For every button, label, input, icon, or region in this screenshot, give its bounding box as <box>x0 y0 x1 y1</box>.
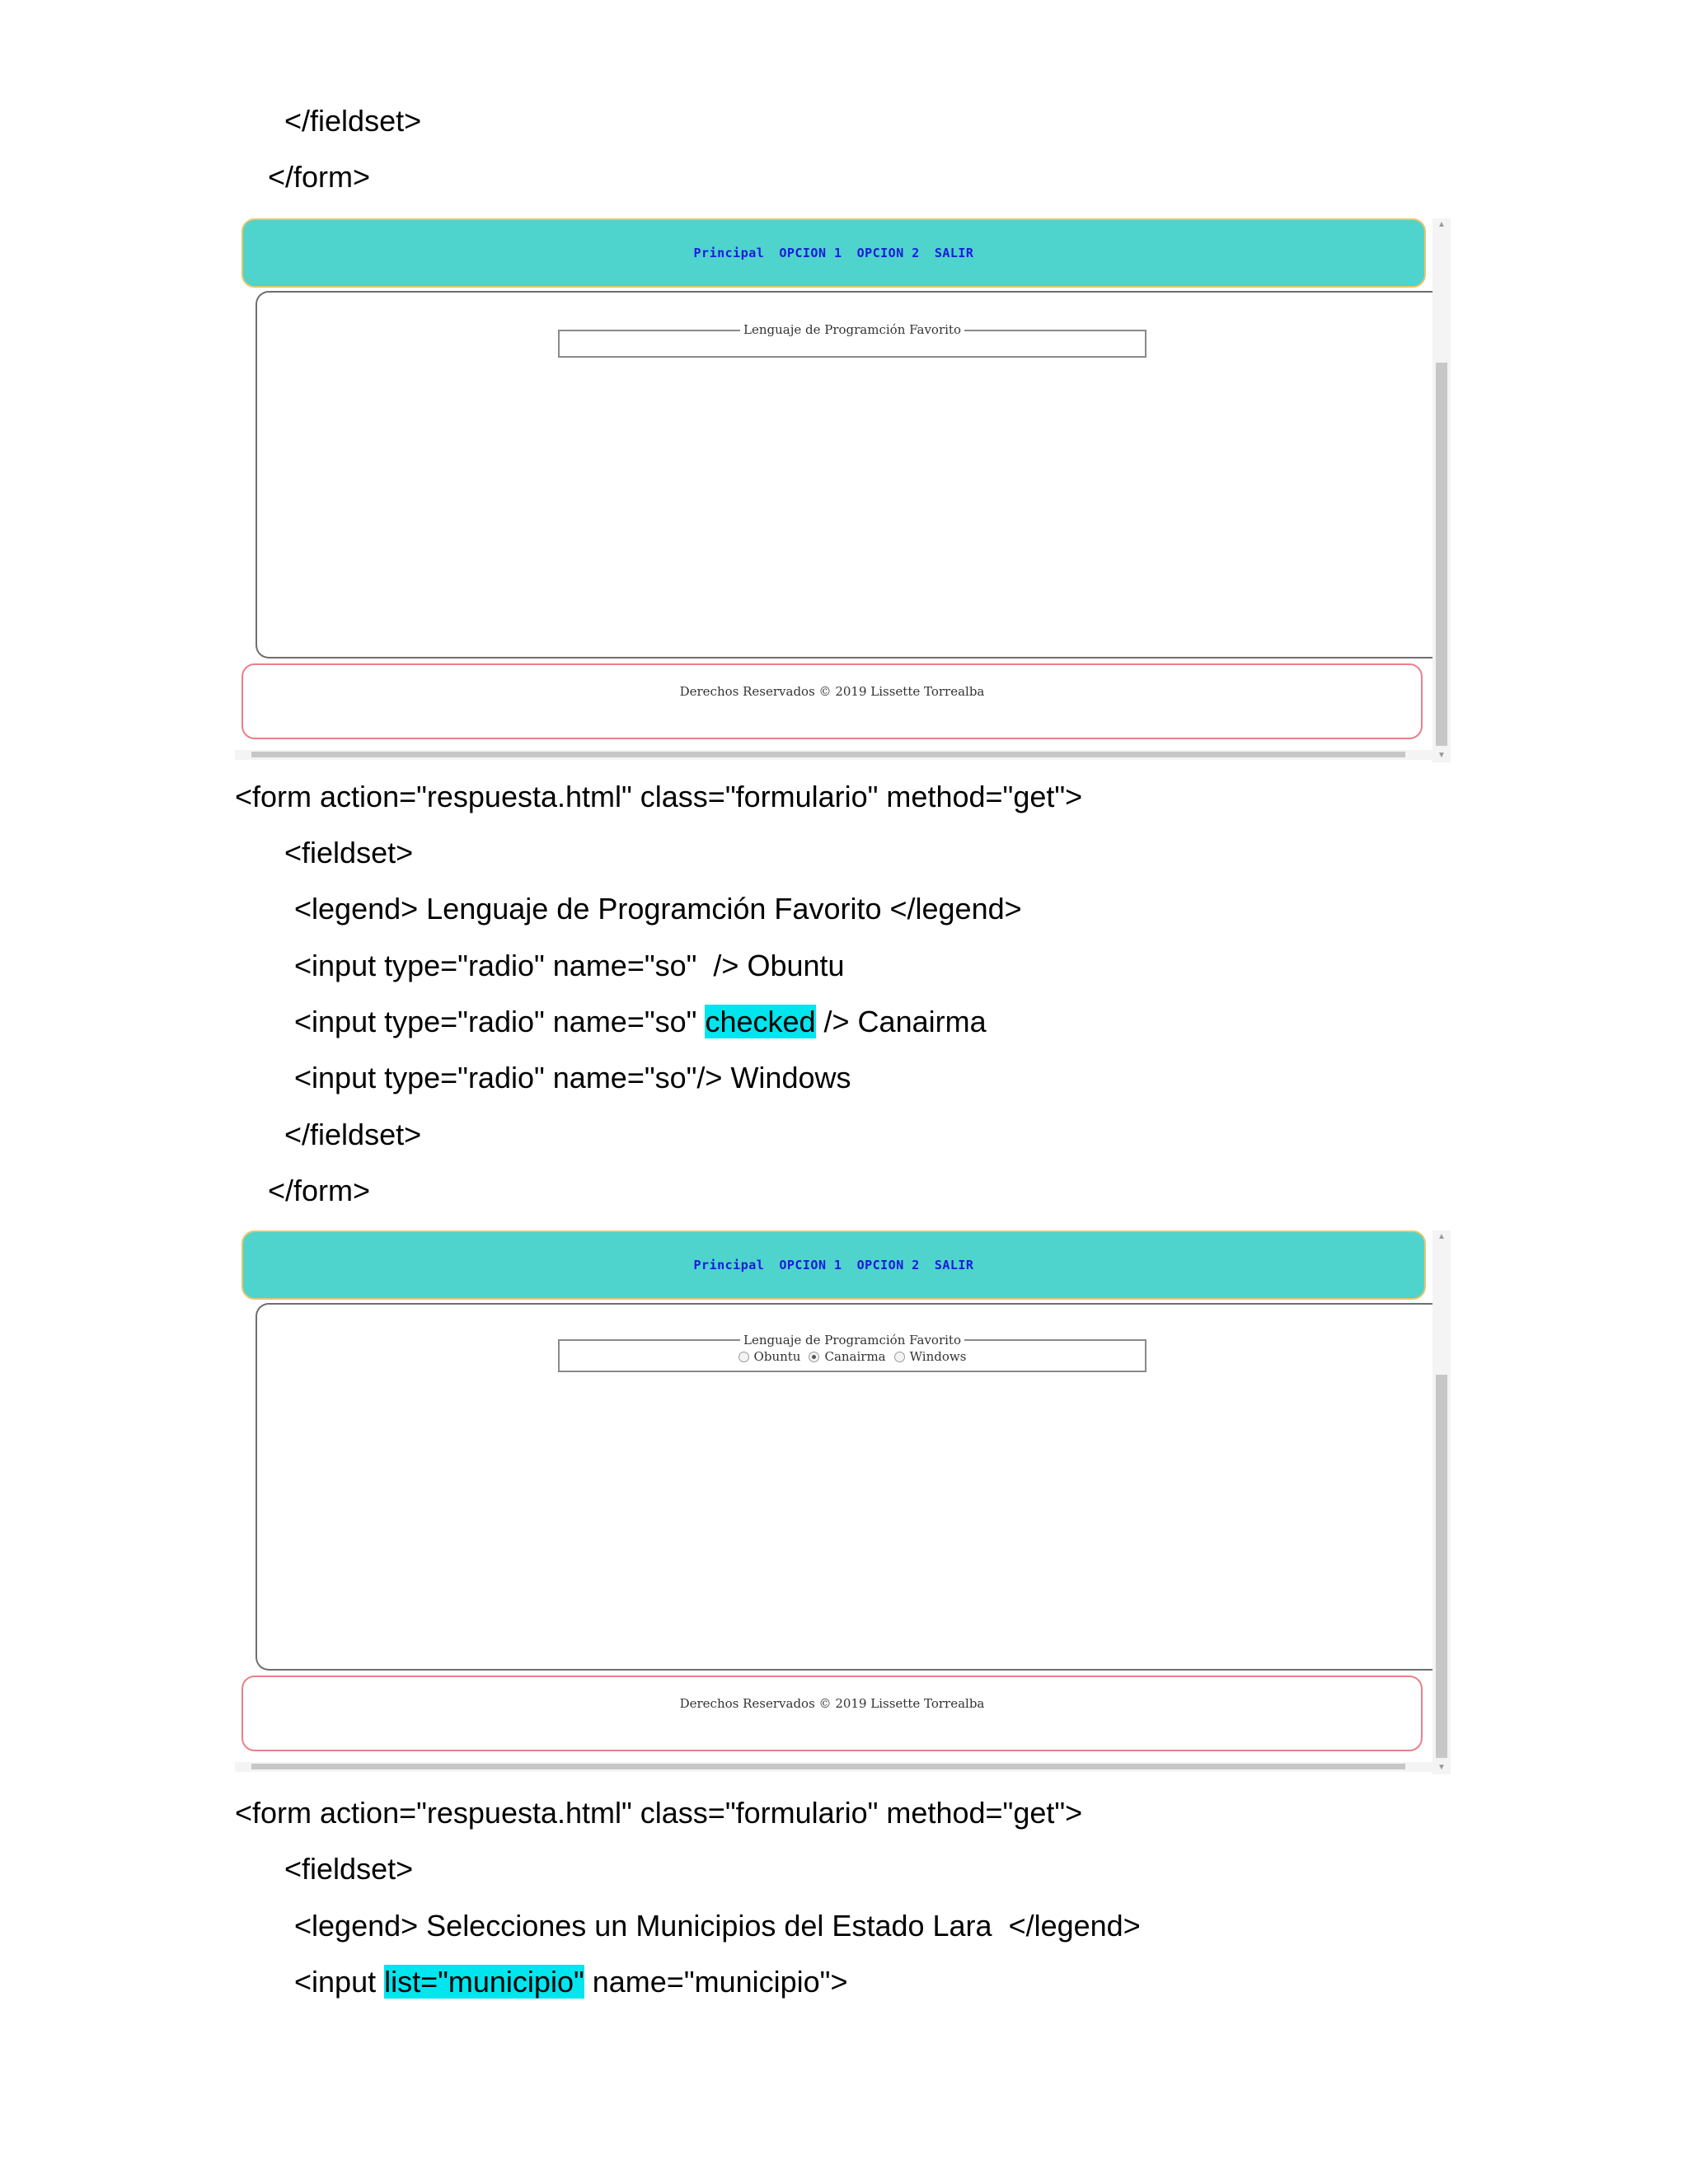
code-text: name="municipio"> <box>584 1965 848 1999</box>
radio-fieldset <box>558 1333 1146 1372</box>
footer-text: Derechos Reservados © 2019 Lissette Torrealba <box>679 683 985 699</box>
highlight-checked: checked <box>705 1005 816 1038</box>
scroll-down-arrow-icon[interactable]: ▼ <box>1437 1763 1446 1772</box>
radio-option-canairma[interactable] <box>809 1349 885 1364</box>
code-form-open: <form action="respuesta.html" class="formulario" method="get"> <box>235 1796 1083 1830</box>
nav-link-opcion-1[interactable]: OPCION 1 <box>779 1258 842 1272</box>
nav-link-opcion-2[interactable]: OPCION 2 <box>856 1258 920 1272</box>
vertical-scrollbar[interactable] <box>1432 218 1451 762</box>
footer <box>241 663 1423 739</box>
nav-link-opcion-1[interactable]: OPCION 1 <box>779 246 842 260</box>
fieldset-legend: Lenguaje de Programción Favorito <box>743 1333 961 1347</box>
code-legend: <legend> Lenguaje de Programción Favorito </legend> <box>294 892 1022 926</box>
radio-button-checked[interactable] <box>809 1352 819 1362</box>
code-text: <input type="radio" name="so" <box>294 1005 706 1038</box>
fieldset-legend: Lenguaje de Programción Favorito <box>740 322 964 337</box>
footer-text: Derechos Reservados © 2019 Lissette Torrealba <box>679 1695 985 1711</box>
scroll-up-arrow-icon[interactable]: ▲ <box>1437 1232 1446 1241</box>
main-content-area <box>256 1303 1444 1671</box>
radio-label: Canairma <box>824 1349 886 1364</box>
code-input-canairma <box>294 1004 987 1040</box>
highlight-list-attribute: list="municipio" <box>384 1965 584 1999</box>
nav-link-principal[interactable]: Principal <box>693 246 765 260</box>
code-text: /> Canairma <box>815 1005 987 1038</box>
code-fieldset-open: <fieldset> <box>284 1852 414 1886</box>
fieldset-empty <box>558 322 1146 358</box>
horizontal-scrollbar-thumb[interactable] <box>251 1764 1405 1769</box>
browser-screenshot-1 <box>235 218 1455 762</box>
nav-link-principal[interactable]: Principal <box>693 1258 765 1272</box>
scroll-down-arrow-icon[interactable]: ▼ <box>1437 751 1446 760</box>
code-input-windows: <input type="radio" name="so"/> Windows <box>294 1061 851 1094</box>
radio-button[interactable] <box>738 1352 749 1362</box>
code-legend: <legend> Selecciones un Municipios del Estado Lara </legend> <box>294 1909 1141 1943</box>
vertical-scrollbar[interactable] <box>1432 1230 1451 1774</box>
nav-link-opcion-2[interactable]: OPCION 2 <box>856 246 920 260</box>
code-fieldset-close: </fieldset> <box>284 104 422 138</box>
nav-link-salir[interactable]: SALIR <box>934 1258 974 1272</box>
radio-option-windows[interactable] <box>894 1349 967 1364</box>
scrollbar-thumb[interactable] <box>1436 363 1447 746</box>
main-content-area <box>256 291 1444 658</box>
footer <box>241 1675 1423 1751</box>
horizontal-scrollbar[interactable] <box>235 750 1434 760</box>
radio-button[interactable] <box>894 1352 905 1362</box>
code-fieldset-close: </fieldset> <box>284 1118 422 1151</box>
radio-label: Windows <box>909 1349 967 1364</box>
radio-option-obuntu[interactable] <box>738 1349 801 1364</box>
code-text: <input <box>294 1965 385 1999</box>
code-form-open: <form action="respuesta.html" class="formulario" method="get"> <box>235 780 1083 813</box>
nav-bar <box>241 1230 1426 1300</box>
browser-screenshot-2 <box>235 1230 1455 1774</box>
code-form-close: </form> <box>268 160 371 194</box>
nav-bar <box>241 218 1426 288</box>
scrollbar-thumb[interactable] <box>1436 1375 1447 1758</box>
code-input-obuntu: <input type="radio" name="so" /> Obuntu <box>294 949 845 982</box>
horizontal-scrollbar[interactable] <box>235 1762 1434 1772</box>
code-input-list <box>294 1964 847 2000</box>
scroll-up-arrow-icon[interactable]: ▲ <box>1437 220 1446 229</box>
horizontal-scrollbar-thumb[interactable] <box>251 752 1405 757</box>
code-fieldset-open: <fieldset> <box>284 836 414 869</box>
code-form-close: </form> <box>268 1174 371 1207</box>
radio-label: Obuntu <box>753 1349 801 1364</box>
nav-link-salir[interactable]: SALIR <box>934 246 974 260</box>
